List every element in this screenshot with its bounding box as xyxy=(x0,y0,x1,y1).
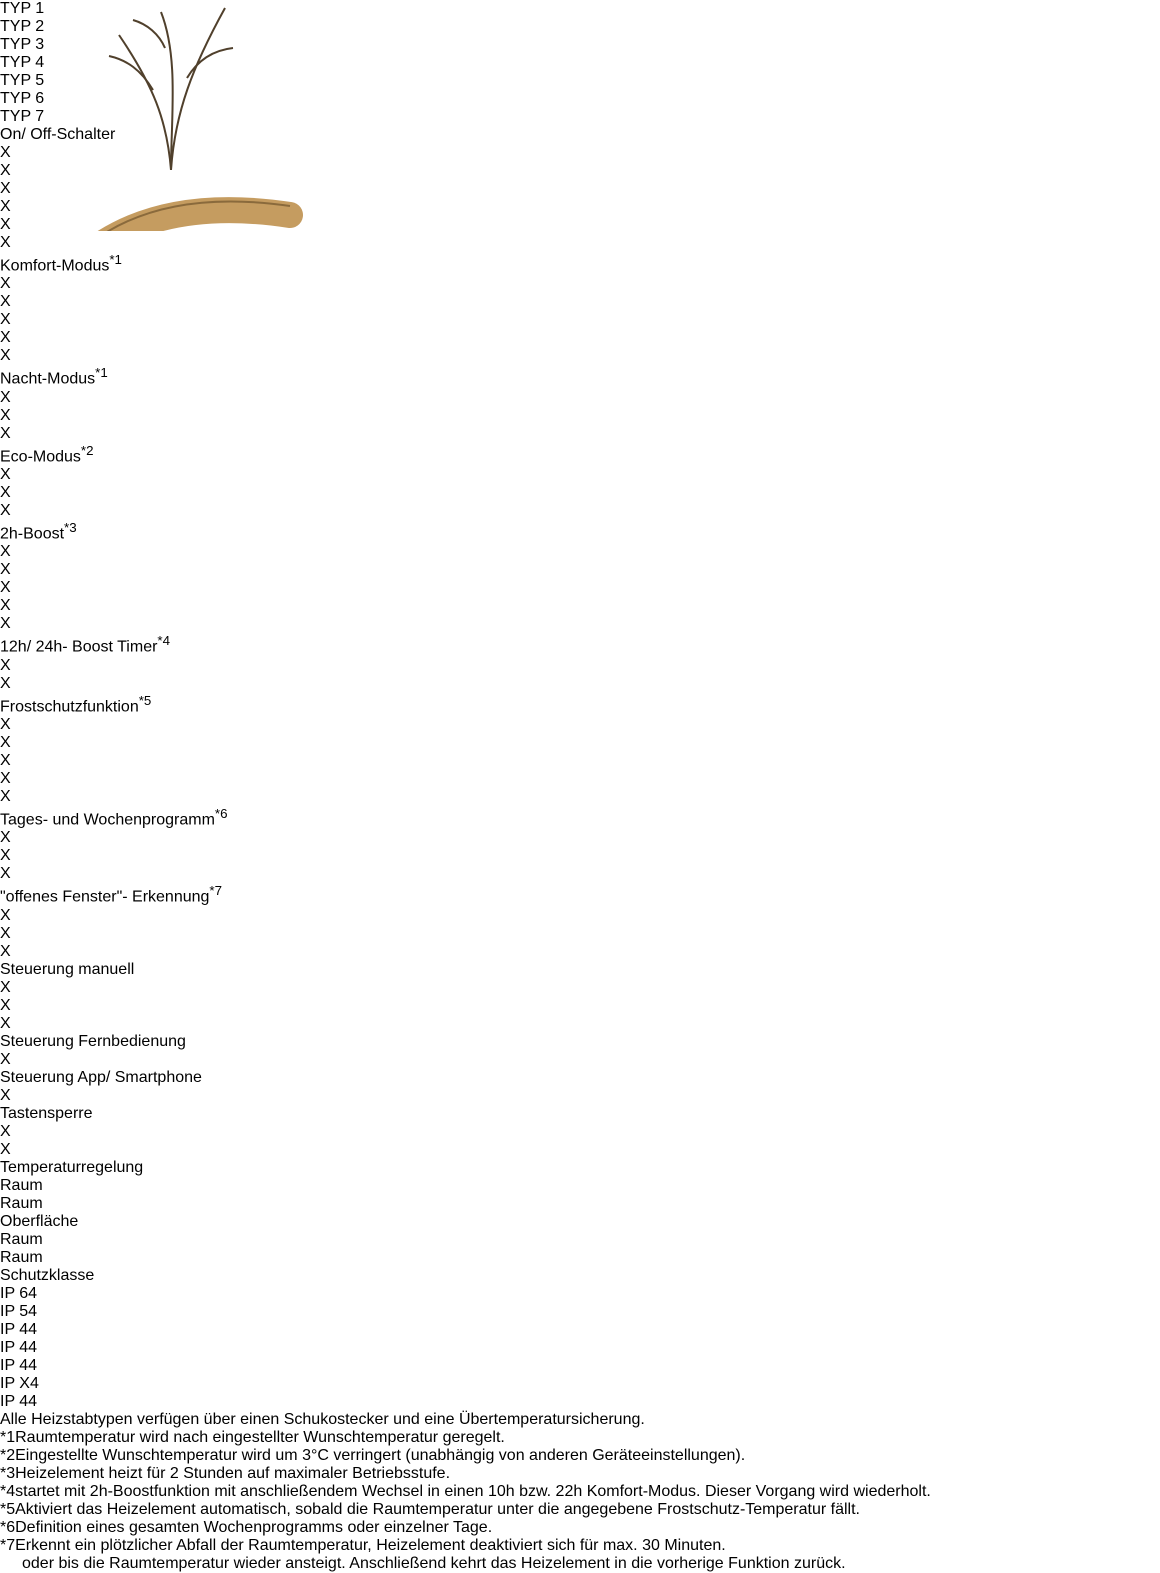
feature-cell: X xyxy=(0,751,11,769)
feature-cell: X xyxy=(0,293,11,311)
feature-cell: Oberfläche xyxy=(0,1212,79,1230)
footnote-marker: *5 xyxy=(0,1500,16,1518)
footnote-text: Heizelement heizt für 2 Stunden auf maximaler Betriebsstufe. xyxy=(15,1464,451,1482)
footnote-line xyxy=(0,1555,1160,1573)
footnote-ref: *1 xyxy=(95,365,108,381)
footnote-text: Erkennt ein plötzlicher Abfall der Raumtemperatur, Heizelement deaktiviert sich für max. 30 Minuten. xyxy=(15,1536,726,1554)
feature-label: Komfort-Modus$^{*1}$ xyxy=(0,252,122,275)
feature-cell: X xyxy=(0,924,11,942)
feature-cell: IP 44 xyxy=(0,1338,38,1356)
footnote-line xyxy=(0,1429,1160,1447)
footnote-text: Definition eines gesamten Wochenprogramms oder einzelner Tage. xyxy=(15,1518,493,1536)
footnote-marker: *4 xyxy=(0,1482,16,1500)
typ-header-7: TYP 7 xyxy=(0,108,45,125)
feature-cell: X xyxy=(0,978,11,996)
hero-image xyxy=(75,0,1085,231)
footnote-marker: *1 xyxy=(0,1428,16,1446)
feature-cell: X xyxy=(0,996,11,1014)
feature-cell: IP 44 xyxy=(0,1392,38,1410)
feature-row xyxy=(0,693,1160,806)
feature-cell: X xyxy=(0,674,11,692)
feature-cell: Raum xyxy=(0,1176,43,1194)
feature-cell: X xyxy=(0,733,11,751)
feature-row xyxy=(0,252,1160,365)
feature-cell: X xyxy=(0,1050,11,1068)
feature-cell: X xyxy=(0,144,11,161)
feature-label: Steuerung Fernbedienung xyxy=(0,1032,186,1050)
feature-cell: X xyxy=(0,543,11,561)
feature-cell: X xyxy=(0,501,11,519)
branches-decoration xyxy=(75,0,265,170)
feature-cell: IP X4 xyxy=(0,1374,39,1392)
feature-row xyxy=(0,633,1160,692)
feature-cell: X xyxy=(0,180,11,197)
footnote-ref: *5 xyxy=(138,692,152,708)
feature-label: 12h/ 24h- Boost Timer$^{*4}$ xyxy=(0,633,171,656)
feature-cell: X xyxy=(0,769,11,787)
feature-rows xyxy=(0,126,1160,1411)
footnote-marker: *6 xyxy=(0,1518,16,1536)
feature-cell: X xyxy=(0,465,11,483)
feature-cell: X xyxy=(0,275,11,293)
feature-row xyxy=(0,1033,1160,1069)
feature-cell: X xyxy=(0,656,11,674)
typ-header-6: TYP 6 xyxy=(0,90,45,107)
feature-cell: IP 44 xyxy=(0,1320,38,1338)
feature-cell: IP 54 xyxy=(0,1302,38,1320)
feature-cell: X xyxy=(0,162,11,179)
footnote-text: Raumtemperatur wird nach eingestellter Wunschtemperatur geregelt. xyxy=(15,1428,505,1446)
footnote-text: startet mit 2h-Boostfunktion mit anschließendem Wechsel in einen 10h bzw. 22h Komfort-Modus. Dieser Vorgang wird wiederholt. xyxy=(15,1482,931,1500)
footnote-ref: *3 xyxy=(64,519,77,535)
feature-label: Tages- und Wochenprogramm$^{*6}$ xyxy=(0,805,228,829)
feature-cell: X xyxy=(0,561,11,579)
feature-cell: X xyxy=(0,1086,11,1104)
footnotes xyxy=(0,1429,1160,1573)
feature-cell: X xyxy=(0,906,11,924)
feature-label: Frostschutzfunktion$^{*5}$ xyxy=(0,692,152,715)
footnote-ref: *7 xyxy=(209,883,223,899)
feature-cell: Raum xyxy=(0,1194,43,1212)
footnote-ref: *6 xyxy=(214,805,228,821)
feature-label: Tastensperre xyxy=(0,1104,93,1122)
feature-cell: IP 44 xyxy=(0,1356,38,1374)
feature-cell: X xyxy=(0,347,11,365)
feature-cell: X xyxy=(0,198,11,215)
footnote-line xyxy=(0,1501,1160,1519)
feature-cell: X xyxy=(0,829,11,847)
feature-cell: X xyxy=(0,715,11,733)
feature-cell: X xyxy=(0,483,11,501)
footnote-marker: *2 xyxy=(0,1446,16,1464)
feature-row xyxy=(0,1159,1160,1267)
feature-cell: X xyxy=(0,787,11,805)
feature-cell: X xyxy=(0,311,11,329)
feature-row xyxy=(0,1105,1160,1159)
feature-label: On/ Off-Schalter xyxy=(0,126,116,143)
footnote-text: Eingestellte Wunschtemperatur wird um 3°C verringert (unabhängig von anderen Geräteeinstellungen). xyxy=(15,1446,746,1464)
footnote-ref: *4 xyxy=(157,633,171,649)
feature-cell: X xyxy=(0,216,11,233)
feature-label: "offenes Fenster"- Erkennung$^{*7}$ xyxy=(0,883,223,906)
typ-header-5: TYP 5 xyxy=(0,72,45,89)
feature-row xyxy=(0,443,1160,520)
info-banner: Alle Heizstabtypen verfügen über einen Schukostecker und eine Übertemperatursicherung. xyxy=(0,1410,645,1428)
typ-header-3: TYP 3 xyxy=(0,36,45,53)
feature-cell: X xyxy=(0,406,11,424)
footnote-text: oder bis die Raumtemperatur wieder ansteigt. Anschließend kehrt das Heizelement in die vorherige Funktion zurück. xyxy=(22,1554,846,1572)
footnote-marker: *3 xyxy=(0,1464,16,1482)
footnote-line xyxy=(0,1537,1160,1555)
footnote-line xyxy=(0,1447,1160,1465)
feature-cell: IP 64 xyxy=(0,1284,38,1302)
feature-label: Nacht-Modus$^{*1}$ xyxy=(0,365,108,388)
feature-cell: X xyxy=(0,1140,11,1158)
feature-cell: X xyxy=(0,424,11,442)
feature-cell: X xyxy=(0,847,11,865)
feature-label: Schutzklasse xyxy=(0,1266,95,1284)
feature-cell: X xyxy=(0,615,11,633)
feature-cell: X xyxy=(0,579,11,597)
footnote-line xyxy=(0,1483,1160,1501)
footnote-line xyxy=(0,1465,1160,1483)
feature-cell: X xyxy=(0,388,11,406)
feature-cell: X xyxy=(0,1014,11,1032)
feature-cell: Raum xyxy=(0,1248,43,1266)
feature-cell: X xyxy=(0,865,11,883)
feature-label: 2h-Boost$^{*3}$ xyxy=(0,519,77,543)
footnote-ref: *2 xyxy=(80,442,94,458)
feature-row xyxy=(0,1069,1160,1105)
footnote-text: Aktiviert das Heizelement automatisch, sobald die Raumtemperatur unter die angegebene Frostschutz-Temperatur fällt. xyxy=(15,1500,860,1518)
feature-row xyxy=(0,806,1160,883)
feature-row xyxy=(0,365,1160,442)
feature-cell: X xyxy=(0,942,11,960)
feature-row xyxy=(0,520,1160,633)
feature-label: Steuerung App/ Smartphone xyxy=(0,1068,202,1086)
feature-label: Temperaturregelung xyxy=(0,1158,144,1176)
typ-header-4: TYP 4 xyxy=(0,54,45,71)
feature-cell: Raum xyxy=(0,1230,43,1248)
footnote-marker: *7 xyxy=(0,1536,16,1554)
feature-cell: X xyxy=(0,597,11,615)
typ-header-1: TYP 1 xyxy=(0,0,45,17)
feature-cell: X xyxy=(0,329,11,347)
wooden-chair xyxy=(75,175,305,231)
feature-row xyxy=(0,961,1160,1033)
feature-cell: X xyxy=(0,234,11,251)
feature-cell: X xyxy=(0,1122,11,1140)
feature-row xyxy=(0,883,1160,960)
footnote-line xyxy=(0,1519,1160,1537)
feature-label: Eco-Modus$^{*2}$ xyxy=(0,442,94,465)
typ-header-2: TYP 2 xyxy=(0,18,45,35)
feature-label: Steuerung manuell xyxy=(0,960,135,978)
footnote-ref: *1 xyxy=(109,252,122,267)
feature-row xyxy=(0,1267,1160,1411)
